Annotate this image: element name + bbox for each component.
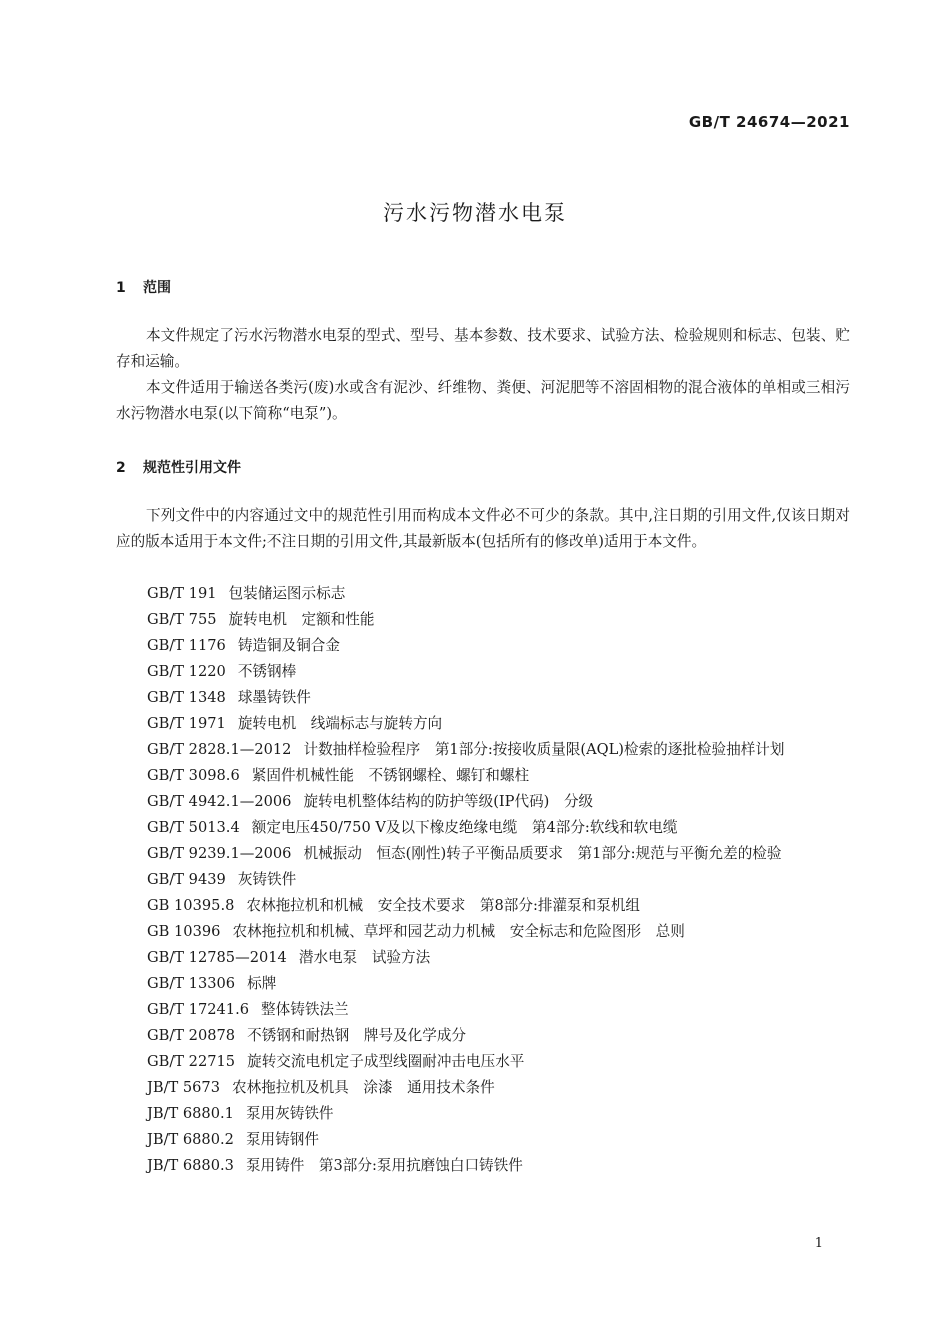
reference-item	[116, 997, 850, 1023]
reference-code: GB/T 13306	[147, 975, 236, 992]
reference-item	[116, 971, 850, 997]
scope-paragraph-2: 本文件适用于输送各类污(废)水或含有泥沙、纤维物、粪便、河泥肥等不溶固相物的混合液体的单相或三相污水污物潜水电泵(以下简称“电泵”)。	[116, 379, 850, 422]
references-intro-paragraph: 下列文件中的内容通过文中的规范性引用而构成本文件必不可少的条款。其中,注日期的引用文件,仅该日期对应的版本适用于本文件;不注日期的引用文件,其最新版本(包括所有的修改单)适用于本文件。	[116, 507, 850, 550]
reference-item	[116, 1153, 850, 1179]
scope-paragraph-1: 本文件规定了污水污物潜水电泵的型式、型号、基本参数、技术要求、试验方法、检验规则和标志、包装、贮存和运输。	[116, 327, 850, 370]
reference-code: GB/T 12785—2014	[147, 949, 287, 966]
page-number: 1	[814, 1236, 823, 1251]
reference-code: GB/T 4942.1—2006	[147, 793, 292, 810]
reference-title: 紧固件机械性能 不锈钢螺栓、螺钉和螺柱	[251, 767, 530, 784]
reference-item	[116, 633, 850, 659]
reference-item	[116, 789, 850, 815]
reference-code: JB/T 6880.2	[147, 1131, 234, 1148]
reference-code: GB/T 1971	[147, 715, 226, 732]
reference-title: 泵用铸件 第3部分:泵用抗磨蚀白口铸铁件	[245, 1157, 523, 1174]
reference-code: GB/T 3098.6	[147, 767, 240, 784]
reference-code: GB/T 22715	[147, 1053, 236, 1070]
reference-code: JB/T 6880.3	[147, 1157, 234, 1174]
reference-item	[116, 1023, 850, 1049]
reference-code: GB/T 9439	[147, 871, 226, 888]
reference-code: GB/T 2828.1—2012	[147, 741, 292, 758]
section-heading-scope	[116, 277, 171, 297]
section-title: 规范性引用文件	[143, 460, 241, 476]
reference-title: 旋转电机 线端标志与旋转方向	[237, 715, 443, 732]
reference-item	[116, 711, 850, 737]
reference-code: GB/T 17241.6	[147, 1001, 250, 1018]
reference-title: 铸造铜及铜合金	[237, 637, 340, 654]
reference-item	[116, 1049, 850, 1075]
reference-item	[116, 893, 850, 919]
reference-code: GB/T 5013.4	[147, 819, 240, 836]
reference-title: 旋转电机整体结构的防护等级(IP代码) 分级	[303, 793, 594, 810]
reference-code: GB/T 191	[147, 585, 217, 602]
document-code: GB/T 24674—2021	[688, 113, 850, 131]
reference-title: 泵用灰铸铁件	[245, 1105, 334, 1122]
reference-code: GB/T 20878	[147, 1027, 236, 1044]
reference-code: JB/T 6880.1	[147, 1105, 234, 1122]
reference-title: 额定电压450/750 V及以下橡皮绝缘电缆 第4部分:软线和软电缆	[251, 819, 678, 836]
reference-title: 农林拖拉机和机械 安全技术要求 第8部分:排灌泵和泵机组	[246, 897, 641, 914]
reference-title: 潜水电泵 试验方法	[298, 949, 431, 966]
reference-code: GB 10396	[147, 923, 221, 940]
document-title: 污水污物潜水电泵	[383, 201, 567, 225]
reference-title: 农林拖拉机及机具 涂漆 通用技术条件	[232, 1079, 495, 1096]
reference-title: 不锈钢棒	[237, 663, 297, 680]
reference-code: GB 10395.8	[147, 897, 235, 914]
section-number: 1	[116, 280, 126, 296]
reference-list	[116, 581, 850, 1179]
reference-title: 灰铸铁件	[237, 871, 297, 888]
reference-item	[116, 945, 850, 971]
reference-title: 不锈钢和耐热钢 牌号及化学成分	[247, 1027, 467, 1044]
reference-title: 旋转交流电机定子成型线圈耐冲击电压水平	[247, 1053, 525, 1070]
reference-title: 计数抽样检验程序 第1部分:按接收质量限(AQL)检索的逐批检验抽样计划	[303, 741, 785, 758]
reference-title: 农林拖拉机和机械、草坪和园艺动力机械 安全标志和危险图形 总则	[232, 923, 685, 940]
reference-code: GB/T 1176	[147, 637, 226, 654]
reference-item	[116, 581, 850, 607]
reference-item	[116, 1127, 850, 1153]
reference-item	[116, 607, 850, 633]
section-title: 范围	[143, 280, 171, 296]
reference-item	[116, 659, 850, 685]
reference-item	[116, 685, 850, 711]
reference-item	[116, 737, 850, 763]
reference-item	[116, 867, 850, 893]
reference-title: 标牌	[247, 975, 277, 992]
reference-item	[116, 763, 850, 789]
reference-code: GB/T 9239.1—2006	[147, 845, 292, 862]
reference-title: 旋转电机 定额和性能	[228, 611, 375, 628]
reference-item	[116, 919, 850, 945]
reference-title: 包装储运图示标志	[228, 585, 346, 602]
reference-title: 整体铸铁法兰	[261, 1001, 349, 1018]
section-number: 2	[116, 460, 126, 476]
reference-code: JB/T 5673	[147, 1079, 221, 1096]
section-heading-normative-references	[116, 457, 241, 477]
reference-item	[116, 1101, 850, 1127]
reference-code: GB/T 1220	[147, 663, 226, 680]
reference-title: 球墨铸铁件	[237, 689, 311, 706]
reference-code: GB/T 755	[147, 611, 217, 628]
reference-title: 泵用铸钢件	[245, 1131, 319, 1148]
reference-code: GB/T 1348	[147, 689, 226, 706]
reference-title: 机械振动 恒态(刚性)转子平衡品质要求 第1部分:规范与平衡允差的检验	[303, 845, 782, 862]
reference-item	[116, 1075, 850, 1101]
reference-item	[116, 841, 850, 867]
reference-item	[116, 815, 850, 841]
